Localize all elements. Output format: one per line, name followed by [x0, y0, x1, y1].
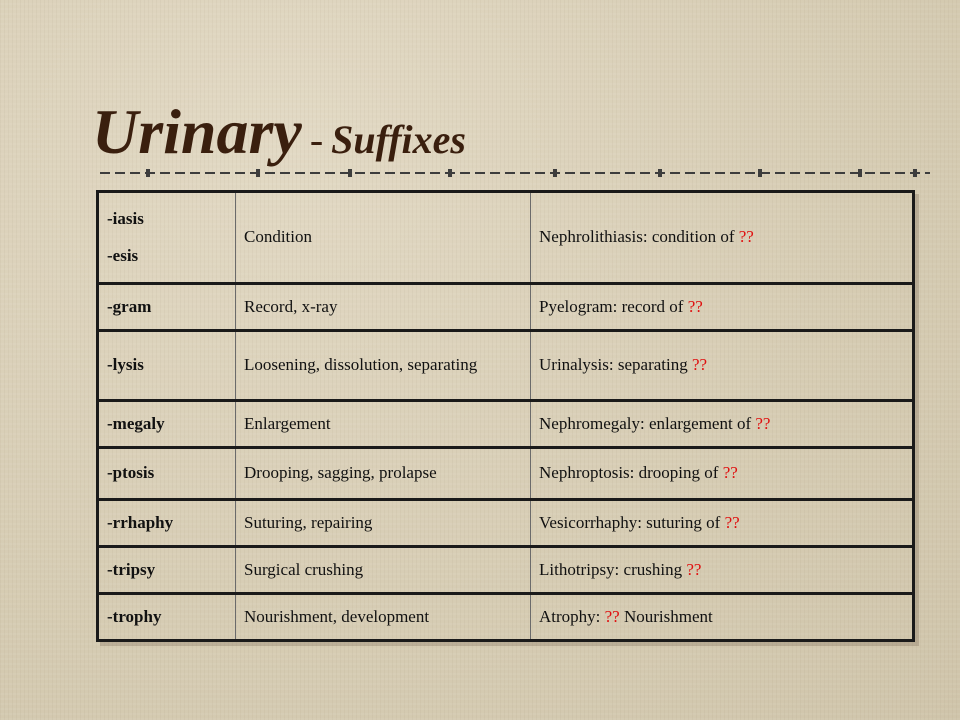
meaning-cell: Drooping, sagging, prolapse: [236, 448, 531, 500]
table-row: [98, 331, 914, 401]
suffix-cell: [98, 500, 236, 547]
example-cell: [531, 331, 914, 401]
divider-dot: [858, 169, 862, 177]
meaning-cell: Suturing, repairing: [236, 500, 531, 547]
table-row: [98, 500, 914, 547]
example-cell: [531, 594, 914, 641]
table-row: [98, 594, 914, 641]
example-cell: [531, 284, 914, 331]
suffix-cell: [98, 401, 236, 448]
question-marks: ??: [724, 512, 740, 532]
example-text: Vesicorrhaphy: suturing of: [539, 512, 725, 532]
question-marks: ??: [722, 463, 738, 483]
suffix-cell: [98, 331, 236, 401]
slide-title: [92, 96, 466, 167]
divider-dot: [256, 169, 260, 177]
example-text: Nephromegaly: enlargement of: [539, 413, 756, 433]
example-cell: [531, 192, 914, 284]
meaning-cell: Loosening, dissolution, separating: [236, 331, 531, 401]
suffix-text: -lysis: [107, 355, 144, 375]
suffix-text: -gram: [107, 296, 152, 316]
suffix-cell: [98, 192, 236, 284]
suffix-text: -esis: [107, 245, 139, 265]
divider-dot: [146, 169, 150, 177]
table-row: [98, 401, 914, 448]
example-text: Nephrolithiasis: condition of: [539, 227, 739, 247]
question-marks: ??: [738, 227, 754, 247]
example-cell: [531, 448, 914, 500]
divider-dot: [448, 169, 452, 177]
divider-dot: [758, 169, 762, 177]
meaning-cell: Condition: [236, 192, 531, 284]
example-cell: [531, 500, 914, 547]
meaning-cell: Enlargement: [236, 401, 531, 448]
suffix-text: -megaly: [107, 413, 165, 433]
title-main: Urinary: [92, 96, 302, 167]
meaning-cell: Record, x-ray: [236, 284, 531, 331]
suffix-text: -rrhaphy: [107, 512, 174, 532]
suffix-text: -iasis: [107, 208, 144, 228]
question-marks: ??: [686, 559, 702, 579]
suffix-cell: [98, 547, 236, 594]
example-text: Lithotripsy: crushing: [539, 559, 687, 579]
question-marks: ??: [604, 606, 620, 626]
example-cell: [531, 547, 914, 594]
question-marks: ??: [687, 296, 703, 316]
example-text-after: Nourishment: [619, 606, 713, 626]
question-marks: ??: [755, 413, 771, 433]
divider-dot: [658, 169, 662, 177]
table-row: [98, 284, 914, 331]
example-cell: [531, 401, 914, 448]
suffix-cell: [98, 594, 236, 641]
example-text: Atrophy:: [539, 606, 605, 626]
title-subtitle: Suffixes: [331, 117, 466, 162]
title-divider: [100, 164, 930, 184]
table-row: [98, 192, 914, 284]
divider-dot: [348, 169, 352, 177]
divider-dot: [913, 169, 917, 177]
suffix-text: -trophy: [107, 606, 162, 626]
question-marks: ??: [691, 355, 708, 375]
suffix-table-container: [96, 190, 914, 642]
table-row: [98, 547, 914, 594]
suffix-cell: [98, 284, 236, 331]
meaning-cell: Surgical crushing: [236, 547, 531, 594]
suffix-text: -ptosis: [107, 463, 155, 483]
suffix-text: -tripsy: [107, 559, 156, 579]
example-text: Urinalysis: separating: [539, 355, 692, 375]
table-row: [98, 448, 914, 500]
example-text: Pyelogram: record of: [539, 296, 688, 316]
meaning-cell: Nourishment, development: [236, 594, 531, 641]
title-separator: -: [309, 117, 324, 162]
suffix-cell: [98, 448, 236, 500]
suffix-table: [96, 190, 915, 642]
example-text: Nephroptosis: drooping of: [539, 463, 723, 483]
divider-dot: [553, 169, 557, 177]
